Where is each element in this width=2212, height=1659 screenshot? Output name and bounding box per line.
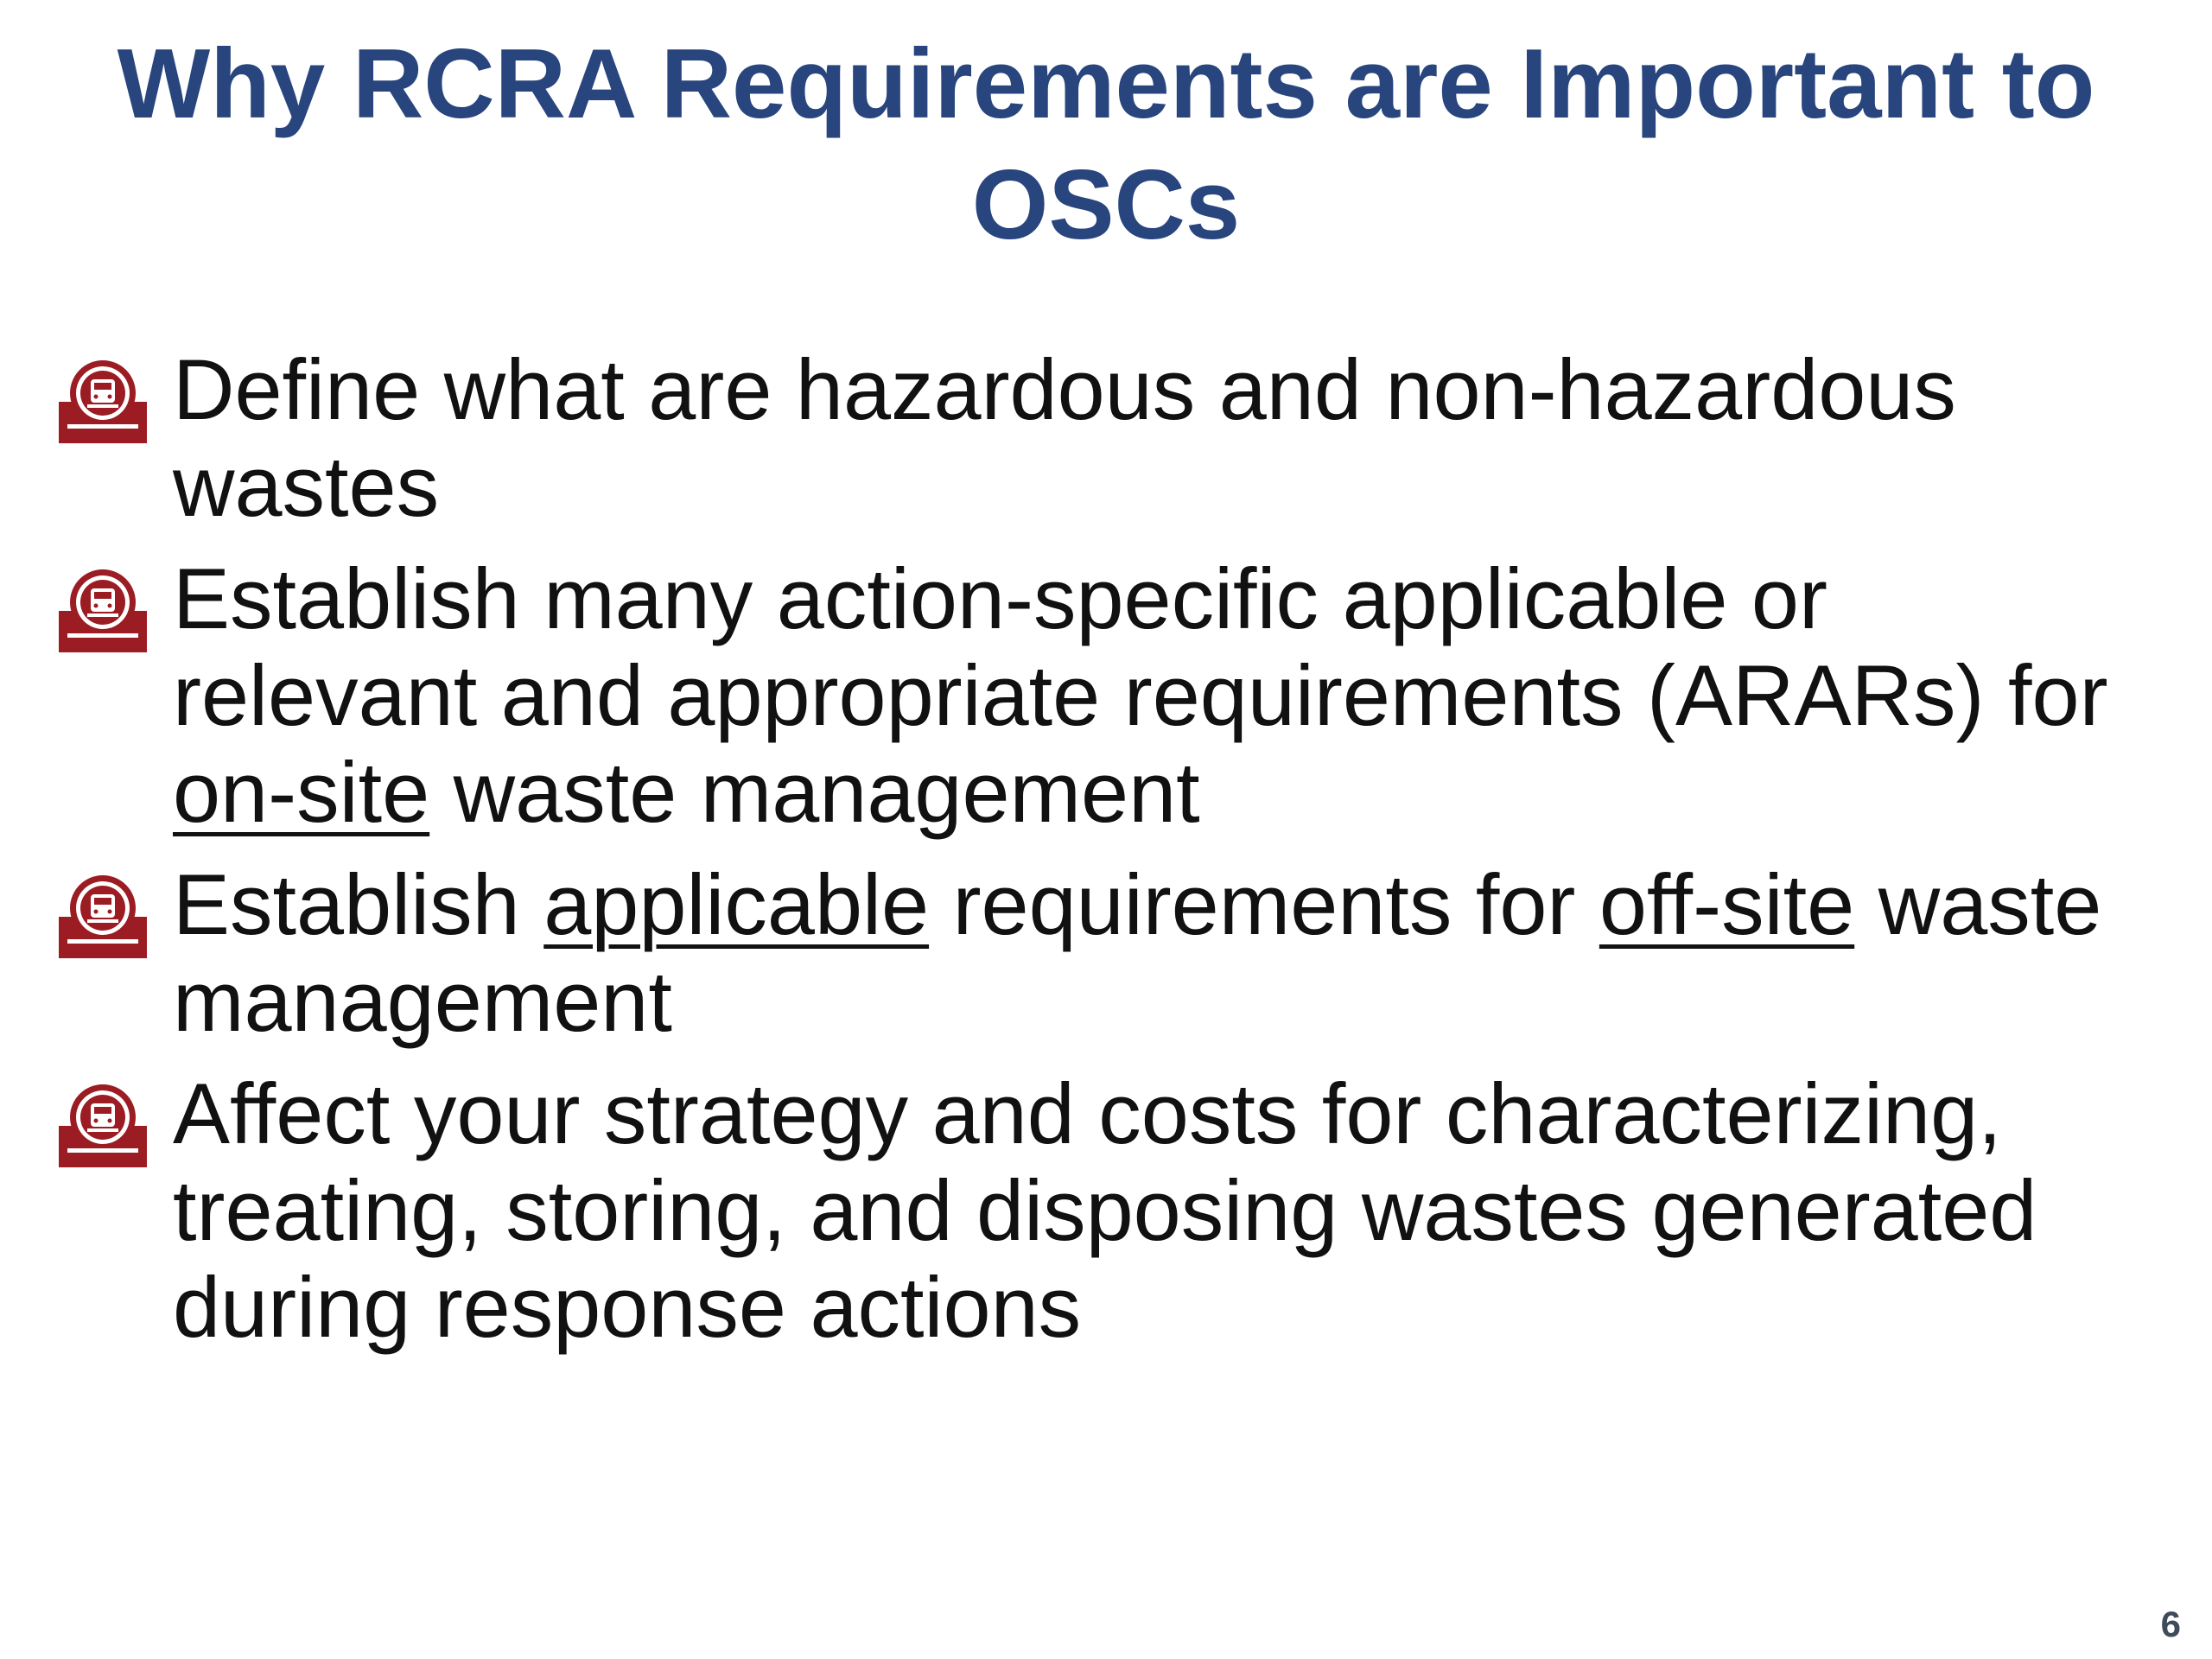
underlined-term: applicable [543, 856, 930, 952]
train-badge-icon [59, 357, 147, 443]
train-badge-icon [59, 566, 147, 652]
bullet-list [59, 341, 2150, 1371]
slide-title: Why RCRA Requirements are Important to OSCs [117, 29, 2095, 260]
bullet-item [59, 341, 2150, 535]
bullet-text-segment: waste management [429, 744, 1200, 840]
bullet-text: Define what are hazardous and non-hazardous wastes [173, 341, 1956, 534]
bullet-item [59, 550, 2150, 841]
page-number: 6 [2160, 1604, 2181, 1644]
underlined-term: off-site [1599, 856, 1855, 952]
train-badge-icon [59, 1081, 147, 1167]
train-badge-icon [59, 872, 147, 958]
underlined-term: on-site [173, 744, 430, 840]
bullet-item [59, 1065, 2150, 1356]
bullet-text-segment: requirements for [929, 856, 1599, 952]
bullet-text: Affect your strategy and costs for characterizing, treating, storing, and disposing wastes generated during response actions [173, 1065, 2037, 1355]
bullet-text-segment: Establish [173, 856, 544, 952]
bullet-text-segment: waste management [173, 856, 2102, 1049]
bullet-text-segment: Establish many action-specific applicable or relevant and appropriate requirements (ARARs) for [173, 550, 2108, 743]
bullet-item [59, 856, 2150, 1050]
